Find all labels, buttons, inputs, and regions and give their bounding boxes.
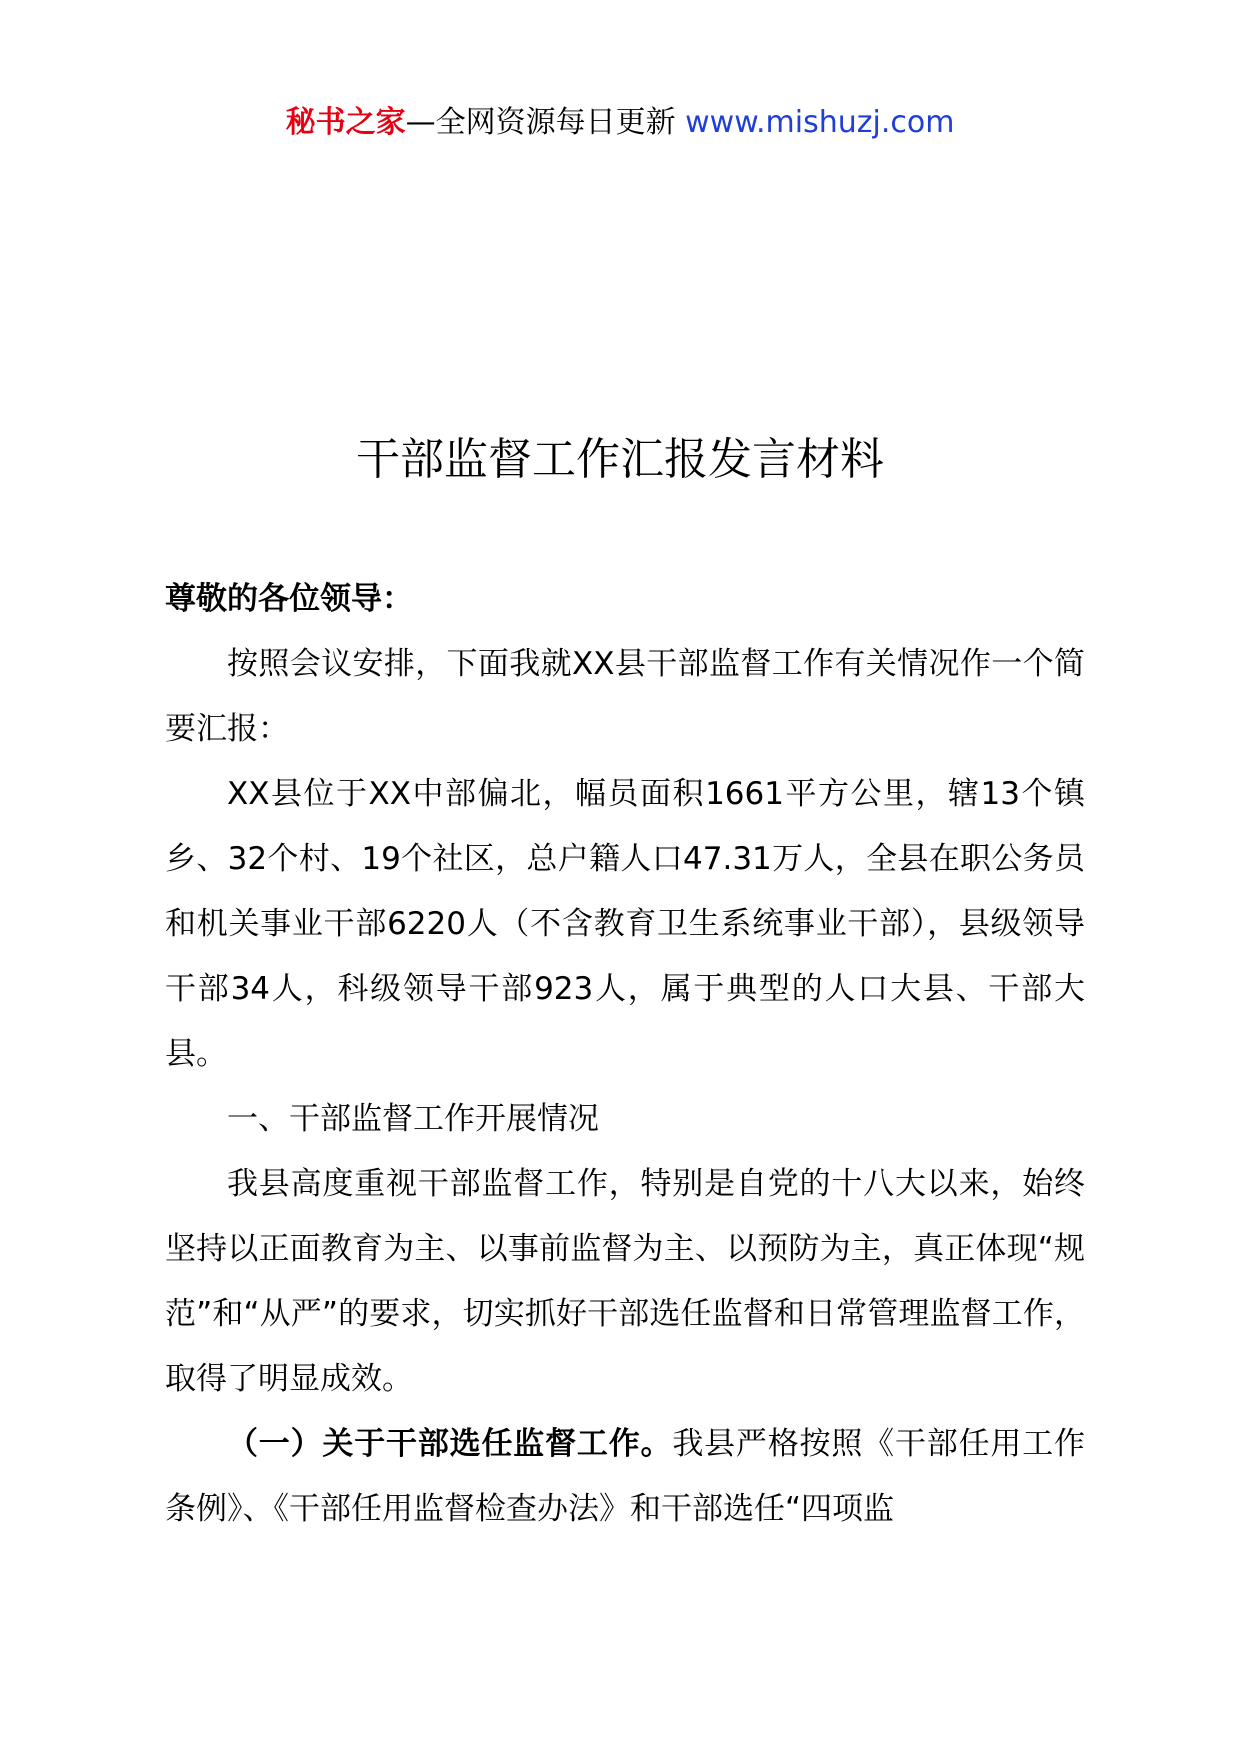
header-tagline: —全网资源每日更新 [405, 105, 676, 140]
section-heading: 一、干部监督工作开展情况 [227, 1101, 599, 1137]
paragraph-subsection [165, 1412, 1085, 1542]
site-header [0, 100, 1240, 146]
greeting: 尊敬的各位领导： [165, 581, 413, 617]
brand-name: 秘书之家 [285, 105, 406, 140]
subsection-heading: （一）关于干部选任监督工作。 [227, 1426, 673, 1462]
paragraph-county-overview: XX县位于XX中部偏北，幅员面积1661平方公里，辖13个镇乡、32个村、19个社区，总户籍人口47.31万人，全县在职公务员和机关事业干部6220人（不含教育卫生系统事业干部），县级领导干部34人，科级领导干部923人，属于典型的人口大县、干部大县。 [165, 776, 1085, 1072]
document-title: 干部监督工作汇报发言材料 [356, 434, 884, 485]
site-url-link[interactable]: www.mishuzj.com [685, 105, 955, 140]
paragraph-intro: 按照会议安排，下面我就XX县干部监督工作有关情况作一个简要汇报： [165, 646, 1085, 747]
subsection-text: 我县严格按照《干部任用工作条例》、《干部任用监督检查办法》和干部选任“四项监 [165, 1426, 1086, 1527]
document-body [165, 567, 1085, 1542]
paragraph-section-summary: 我县高度重视干部监督工作，特别是自党的十八大以来，始终坚持以正面教育为主、以事前监督为主、以预防为主，真正体现“规范”和“从严”的要求，切实抓好干部选任监督和日常管理监督工作，取得了明显成效。 [165, 1166, 1085, 1397]
